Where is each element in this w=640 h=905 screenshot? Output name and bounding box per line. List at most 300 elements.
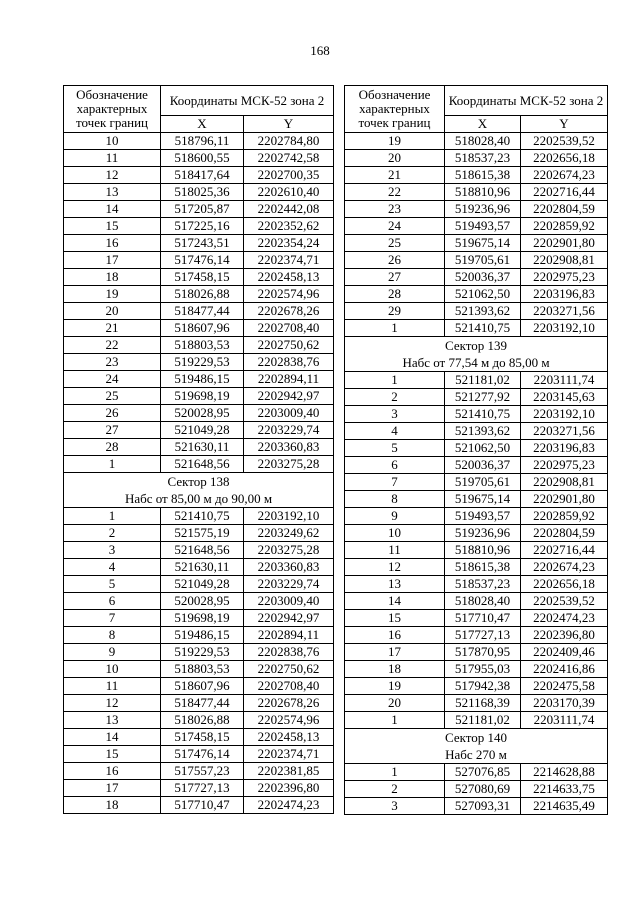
table-row xyxy=(345,491,608,508)
x-coordinate-cell: 517243,51 xyxy=(161,235,244,252)
y-coordinate-cell: 2202708,40 xyxy=(244,320,334,337)
x-coordinate-cell: 518477,44 xyxy=(161,303,244,320)
x-coordinate-cell: 518537,23 xyxy=(445,150,521,167)
point-number-cell: 15 xyxy=(345,610,445,627)
y-coordinate-cell: 2202894,11 xyxy=(244,371,334,388)
point-number-cell: 25 xyxy=(345,235,445,252)
x-coordinate-cell: 520036,37 xyxy=(445,269,521,286)
table-row xyxy=(345,644,608,661)
page-number: 168 xyxy=(310,43,330,58)
y-coordinate-cell: 2203275,28 xyxy=(244,456,334,473)
table-row xyxy=(64,184,334,201)
y-coordinate-cell: 2202804,59 xyxy=(521,525,608,542)
table-row xyxy=(64,422,334,439)
x-coordinate-cell: 521410,75 xyxy=(445,406,521,423)
y-coordinate-cell: 2202942,97 xyxy=(244,388,334,405)
x-coordinate-cell: 517225,16 xyxy=(161,218,244,235)
x-coordinate-cell: 518026,88 xyxy=(161,286,244,303)
table-row xyxy=(345,201,608,218)
table-row xyxy=(64,610,334,627)
point-number-cell: 6 xyxy=(345,457,445,474)
x-coordinate-cell: 520028,95 xyxy=(161,593,244,610)
point-number-cell: 1 xyxy=(64,508,161,525)
table-row xyxy=(64,729,334,746)
table-row xyxy=(345,525,608,542)
table-row xyxy=(345,303,608,320)
point-number-cell: 22 xyxy=(345,184,445,201)
point-number-cell: 12 xyxy=(64,167,161,184)
point-number-cell: 26 xyxy=(345,252,445,269)
table-row xyxy=(64,150,334,167)
point-number-cell: 2 xyxy=(345,389,445,406)
point-number-cell: 6 xyxy=(64,593,161,610)
table-row xyxy=(345,423,608,440)
table-row xyxy=(64,695,334,712)
x-coordinate-cell: 518417,64 xyxy=(161,167,244,184)
y-coordinate-cell: 2203249,62 xyxy=(244,525,334,542)
point-number-cell: 11 xyxy=(64,150,161,167)
table-row xyxy=(64,746,334,763)
coordinates-header: Координаты МСК-52 зона 2 xyxy=(161,86,334,116)
x-coordinate-cell: 520036,37 xyxy=(445,457,521,474)
y-coordinate-cell: 2202574,96 xyxy=(244,286,334,303)
point-number-cell: 16 xyxy=(64,235,161,252)
y-coordinate-cell: 2202539,52 xyxy=(521,133,608,150)
y-coordinate-cell: 2202539,52 xyxy=(521,593,608,610)
point-number-cell: 19 xyxy=(345,133,445,150)
x-coordinate-cell: 517710,47 xyxy=(161,797,244,814)
table-row xyxy=(345,474,608,491)
sector-title: Сектор 138 xyxy=(64,473,334,491)
y-coordinate-cell: 2202716,44 xyxy=(521,542,608,559)
x-coordinate-cell: 518607,96 xyxy=(161,320,244,337)
table-row xyxy=(64,405,334,422)
table-row xyxy=(64,388,334,405)
x-coordinate-cell: 519705,61 xyxy=(445,252,521,269)
y-coordinate-cell: 2202859,92 xyxy=(521,218,608,235)
table-row xyxy=(64,371,334,388)
x-coordinate-cell: 518477,44 xyxy=(161,695,244,712)
point-number-cell: 5 xyxy=(64,576,161,593)
table-row xyxy=(64,235,334,252)
point-number-cell: 26 xyxy=(64,405,161,422)
x-coordinate-cell: 517458,15 xyxy=(161,729,244,746)
y-coordinate-cell: 2203009,40 xyxy=(244,405,334,422)
y-coordinate-cell: 2202610,40 xyxy=(244,184,334,201)
x-coordinate-cell: 521410,75 xyxy=(161,508,244,525)
right-rows-a xyxy=(345,133,608,337)
point-number-cell: 19 xyxy=(64,286,161,303)
y-coordinate-cell: 2203192,10 xyxy=(521,320,608,337)
table-row xyxy=(345,593,608,610)
point-number-cell: 1 xyxy=(345,372,445,389)
y-coordinate-cell: 2203009,40 xyxy=(244,593,334,610)
x-coordinate-cell: 517710,47 xyxy=(445,610,521,627)
point-number-cell: 23 xyxy=(345,201,445,218)
x-coordinate-cell: 521168,39 xyxy=(445,695,521,712)
x-coordinate-cell: 519698,19 xyxy=(161,388,244,405)
left-rows-a xyxy=(64,133,334,473)
point-number-cell: 15 xyxy=(64,746,161,763)
left-sector-138 xyxy=(64,473,334,508)
y-coordinate-cell: 2203192,10 xyxy=(244,508,334,525)
point-number-cell: 9 xyxy=(345,508,445,525)
y-coordinate-cell: 2202716,44 xyxy=(521,184,608,201)
table-row xyxy=(64,133,334,150)
y-coordinate-cell: 2202901,80 xyxy=(521,235,608,252)
y-coordinate-cell: 2202942,97 xyxy=(244,610,334,627)
y-coordinate-cell: 2202975,23 xyxy=(521,269,608,286)
y-coordinate-cell: 2202838,76 xyxy=(244,644,334,661)
right-sector-139 xyxy=(345,337,608,372)
point-number-cell: 1 xyxy=(345,764,445,781)
y-coordinate-cell: 2202894,11 xyxy=(244,627,334,644)
right-rows-c xyxy=(345,764,608,815)
table-row xyxy=(64,644,334,661)
point-number-cell: 22 xyxy=(64,337,161,354)
x-coordinate-cell: 518028,40 xyxy=(445,593,521,610)
point-number-cell: 4 xyxy=(64,559,161,576)
y-coordinate-cell: 2203196,83 xyxy=(521,440,608,457)
x-coordinate-cell: 517870,95 xyxy=(445,644,521,661)
y-coordinate-cell: 2203170,39 xyxy=(521,695,608,712)
x-coordinate-cell: 518810,96 xyxy=(445,542,521,559)
point-number-cell: 1 xyxy=(345,712,445,729)
table-row xyxy=(64,508,334,525)
point-number-cell: 17 xyxy=(64,780,161,797)
point-number-cell: 28 xyxy=(64,439,161,456)
y-coordinate-cell: 2203111,74 xyxy=(521,712,608,729)
y-coordinate-cell: 2203360,83 xyxy=(244,439,334,456)
point-number-cell: 19 xyxy=(345,678,445,695)
table-row xyxy=(345,678,608,695)
x-coordinate-cell: 518600,55 xyxy=(161,150,244,167)
point-number-cell: 8 xyxy=(345,491,445,508)
point-number-cell: 4 xyxy=(345,423,445,440)
table-row xyxy=(64,780,334,797)
x-coordinate-cell: 518615,38 xyxy=(445,559,521,576)
y-coordinate-cell: 2202674,23 xyxy=(521,559,608,576)
x-coordinate-cell: 521648,56 xyxy=(161,456,244,473)
point-number-cell: 16 xyxy=(345,627,445,644)
x-coordinate-cell: 527076,85 xyxy=(445,764,521,781)
table-row xyxy=(64,439,334,456)
y-coordinate-cell: 2202352,62 xyxy=(244,218,334,235)
sector-title: Сектор 139 xyxy=(345,337,608,355)
point-number-cell: 10 xyxy=(64,661,161,678)
y-coordinate-cell: 2202742,58 xyxy=(244,150,334,167)
y-coordinate-cell: 2202859,92 xyxy=(521,508,608,525)
x-coordinate-cell: 521062,50 xyxy=(445,440,521,457)
coordinates-table-right xyxy=(344,85,608,815)
point-number-cell: 11 xyxy=(345,542,445,559)
point-number-cell: 3 xyxy=(64,542,161,559)
x-coordinate-cell: 519705,61 xyxy=(445,474,521,491)
table-row xyxy=(64,303,334,320)
table-row xyxy=(64,269,334,286)
table-row xyxy=(345,320,608,337)
x-coordinate-cell: 518803,53 xyxy=(161,337,244,354)
y-header: Y xyxy=(521,116,608,133)
y-coordinate-cell: 2202474,23 xyxy=(244,797,334,814)
x-coordinate-cell: 517458,15 xyxy=(161,269,244,286)
table-row xyxy=(345,798,608,815)
x-coordinate-cell: 518803,53 xyxy=(161,661,244,678)
point-number-cell: 2 xyxy=(64,525,161,542)
x-coordinate-cell: 518537,23 xyxy=(445,576,521,593)
y-coordinate-cell: 2202708,40 xyxy=(244,678,334,695)
y-coordinate-cell: 2202574,96 xyxy=(244,712,334,729)
x-coordinate-cell: 521062,50 xyxy=(445,286,521,303)
table-row xyxy=(64,456,334,473)
table-row xyxy=(64,542,334,559)
y-coordinate-cell: 2203145,63 xyxy=(521,389,608,406)
table-row xyxy=(345,133,608,150)
x-coordinate-cell: 519698,19 xyxy=(161,610,244,627)
table-row xyxy=(64,576,334,593)
y-coordinate-cell: 2203360,83 xyxy=(244,559,334,576)
y-coordinate-cell: 2202396,80 xyxy=(521,627,608,644)
y-coordinate-cell: 2203229,74 xyxy=(244,422,334,439)
point-number-cell: 24 xyxy=(64,371,161,388)
y-coordinate-cell: 2214633,75 xyxy=(521,781,608,798)
table-row xyxy=(345,610,608,627)
x-coordinate-cell: 517727,13 xyxy=(445,627,521,644)
x-coordinate-cell: 521393,62 xyxy=(445,423,521,440)
designation-header: Обозначение характерных точек границ xyxy=(345,86,445,133)
right-sector-140 xyxy=(345,729,608,764)
x-coordinate-cell: 518025,36 xyxy=(161,184,244,201)
table-row xyxy=(64,763,334,780)
y-coordinate-cell: 2203271,56 xyxy=(521,423,608,440)
table-row xyxy=(64,252,334,269)
point-number-cell: 5 xyxy=(345,440,445,457)
x-coordinate-cell: 521049,28 xyxy=(161,576,244,593)
x-coordinate-cell: 518810,96 xyxy=(445,184,521,201)
y-coordinate-cell: 2203275,28 xyxy=(244,542,334,559)
x-coordinate-cell: 518607,96 xyxy=(161,678,244,695)
table-row xyxy=(64,354,334,371)
point-number-cell: 11 xyxy=(64,678,161,695)
x-coordinate-cell: 520028,95 xyxy=(161,405,244,422)
point-number-cell: 1 xyxy=(345,320,445,337)
y-coordinate-cell: 2202908,81 xyxy=(521,474,608,491)
y-coordinate-cell: 2202354,24 xyxy=(244,235,334,252)
table-row xyxy=(345,695,608,712)
x-coordinate-cell: 519493,57 xyxy=(445,218,521,235)
table-row xyxy=(345,184,608,201)
table-row xyxy=(345,508,608,525)
point-number-cell: 24 xyxy=(345,218,445,235)
x-header: X xyxy=(445,116,521,133)
x-coordinate-cell: 517955,03 xyxy=(445,661,521,678)
y-coordinate-cell: 2202458,13 xyxy=(244,729,334,746)
x-coordinate-cell: 521393,62 xyxy=(445,303,521,320)
point-number-cell: 18 xyxy=(64,269,161,286)
y-coordinate-cell: 2202674,23 xyxy=(521,167,608,184)
sector-subtitle: Набс от 85,00 м до 90,00 м xyxy=(64,490,334,508)
point-number-cell: 21 xyxy=(64,320,161,337)
table-row xyxy=(345,406,608,423)
point-number-cell: 1 xyxy=(64,456,161,473)
x-coordinate-cell: 521181,02 xyxy=(445,372,521,389)
x-coordinate-cell: 521648,56 xyxy=(161,542,244,559)
table-row xyxy=(64,627,334,644)
x-coordinate-cell: 519229,53 xyxy=(161,644,244,661)
point-number-cell: 23 xyxy=(64,354,161,371)
point-number-cell: 13 xyxy=(64,712,161,729)
table-row xyxy=(345,661,608,678)
point-number-cell: 21 xyxy=(345,167,445,184)
table-row xyxy=(64,712,334,729)
table-row xyxy=(64,525,334,542)
x-coordinate-cell: 519486,15 xyxy=(161,371,244,388)
point-number-cell: 10 xyxy=(64,133,161,150)
x-coordinate-cell: 519229,53 xyxy=(161,354,244,371)
table-row xyxy=(345,457,608,474)
x-coordinate-cell: 517205,87 xyxy=(161,201,244,218)
y-coordinate-cell: 2202750,62 xyxy=(244,337,334,354)
table-row xyxy=(345,372,608,389)
y-coordinate-cell: 2203271,56 xyxy=(521,303,608,320)
y-coordinate-cell: 2203192,10 xyxy=(521,406,608,423)
right-rows-b xyxy=(345,372,608,729)
point-number-cell: 18 xyxy=(64,797,161,814)
table-row xyxy=(64,678,334,695)
point-number-cell: 27 xyxy=(64,422,161,439)
x-coordinate-cell: 527093,31 xyxy=(445,798,521,815)
x-coordinate-cell: 517476,14 xyxy=(161,746,244,763)
x-coordinate-cell: 519486,15 xyxy=(161,627,244,644)
y-coordinate-cell: 2202475,58 xyxy=(521,678,608,695)
coordinates-table-left xyxy=(63,85,334,814)
y-coordinate-cell: 2202442,08 xyxy=(244,201,334,218)
y-coordinate-cell: 2202381,85 xyxy=(244,763,334,780)
x-coordinate-cell: 519236,96 xyxy=(445,525,521,542)
point-number-cell: 13 xyxy=(345,576,445,593)
y-coordinate-cell: 2214628,88 xyxy=(521,764,608,781)
x-coordinate-cell: 517557,23 xyxy=(161,763,244,780)
x-coordinate-cell: 517727,13 xyxy=(161,780,244,797)
table-row xyxy=(64,286,334,303)
table-row xyxy=(345,576,608,593)
coordinates-header: Координаты МСК-52 зона 2 xyxy=(445,86,608,116)
x-coordinate-cell: 521630,11 xyxy=(161,439,244,456)
y-coordinate-cell: 2202678,26 xyxy=(244,303,334,320)
point-number-cell: 20 xyxy=(345,695,445,712)
y-coordinate-cell: 2202474,23 xyxy=(521,610,608,627)
x-coordinate-cell: 527080,69 xyxy=(445,781,521,798)
x-coordinate-cell: 518615,38 xyxy=(445,167,521,184)
y-coordinate-cell: 2202409,46 xyxy=(521,644,608,661)
point-number-cell: 17 xyxy=(64,252,161,269)
table-row xyxy=(64,201,334,218)
point-number-cell: 3 xyxy=(345,798,445,815)
x-coordinate-cell: 519675,14 xyxy=(445,491,521,508)
table-row xyxy=(345,150,608,167)
y-coordinate-cell: 2202784,80 xyxy=(244,133,334,150)
table-row xyxy=(345,440,608,457)
y-coordinate-cell: 2202656,18 xyxy=(521,150,608,167)
table-row xyxy=(64,218,334,235)
point-number-cell: 20 xyxy=(64,303,161,320)
table-row xyxy=(345,286,608,303)
y-coordinate-cell: 2202458,13 xyxy=(244,269,334,286)
table-row xyxy=(64,337,334,354)
point-number-cell: 7 xyxy=(345,474,445,491)
y-coordinate-cell: 2202838,76 xyxy=(244,354,334,371)
x-coordinate-cell: 517476,14 xyxy=(161,252,244,269)
table-row xyxy=(345,542,608,559)
point-number-cell: 3 xyxy=(345,406,445,423)
y-coordinate-cell: 2203196,83 xyxy=(521,286,608,303)
point-number-cell: 29 xyxy=(345,303,445,320)
point-number-cell: 27 xyxy=(345,269,445,286)
point-number-cell: 14 xyxy=(345,593,445,610)
x-coordinate-cell: 521049,28 xyxy=(161,422,244,439)
point-number-cell: 9 xyxy=(64,644,161,661)
y-header: Y xyxy=(244,116,334,133)
table-row xyxy=(345,252,608,269)
table-row xyxy=(64,559,334,576)
table-row xyxy=(345,559,608,576)
table-row xyxy=(64,593,334,610)
table-row xyxy=(345,389,608,406)
point-number-cell: 14 xyxy=(64,729,161,746)
point-number-cell: 2 xyxy=(345,781,445,798)
x-coordinate-cell: 521410,75 xyxy=(445,320,521,337)
table-row xyxy=(64,797,334,814)
x-coordinate-cell: 517942,38 xyxy=(445,678,521,695)
point-number-cell: 8 xyxy=(64,627,161,644)
point-number-cell: 28 xyxy=(345,286,445,303)
table-row xyxy=(345,269,608,286)
x-coordinate-cell: 521575,19 xyxy=(161,525,244,542)
x-coordinate-cell: 518026,88 xyxy=(161,712,244,729)
x-coordinate-cell: 518796,11 xyxy=(161,133,244,150)
x-coordinate-cell: 521277,92 xyxy=(445,389,521,406)
point-number-cell: 7 xyxy=(64,610,161,627)
designation-header: Обозначение характерных точек границ xyxy=(64,86,161,133)
point-number-cell: 13 xyxy=(64,184,161,201)
x-coordinate-cell: 519236,96 xyxy=(445,201,521,218)
x-coordinate-cell: 519675,14 xyxy=(445,235,521,252)
point-number-cell: 15 xyxy=(64,218,161,235)
table-row xyxy=(345,781,608,798)
y-coordinate-cell: 2202804,59 xyxy=(521,201,608,218)
y-coordinate-cell: 2202656,18 xyxy=(521,576,608,593)
y-coordinate-cell: 2202700,35 xyxy=(244,167,334,184)
point-number-cell: 12 xyxy=(345,559,445,576)
point-number-cell: 12 xyxy=(64,695,161,712)
y-coordinate-cell: 2214635,49 xyxy=(521,798,608,815)
y-coordinate-cell: 2203111,74 xyxy=(521,372,608,389)
x-coordinate-cell: 521181,02 xyxy=(445,712,521,729)
left-rows-b xyxy=(64,508,334,814)
point-number-cell: 14 xyxy=(64,201,161,218)
x-coordinate-cell: 518028,40 xyxy=(445,133,521,150)
y-coordinate-cell: 2202374,71 xyxy=(244,746,334,763)
table-row xyxy=(345,167,608,184)
table-row xyxy=(345,235,608,252)
point-number-cell: 10 xyxy=(345,525,445,542)
table-row xyxy=(345,218,608,235)
table-row xyxy=(345,764,608,781)
y-coordinate-cell: 2202374,71 xyxy=(244,252,334,269)
y-coordinate-cell: 2203229,74 xyxy=(244,576,334,593)
table-row xyxy=(345,627,608,644)
table-row xyxy=(64,661,334,678)
